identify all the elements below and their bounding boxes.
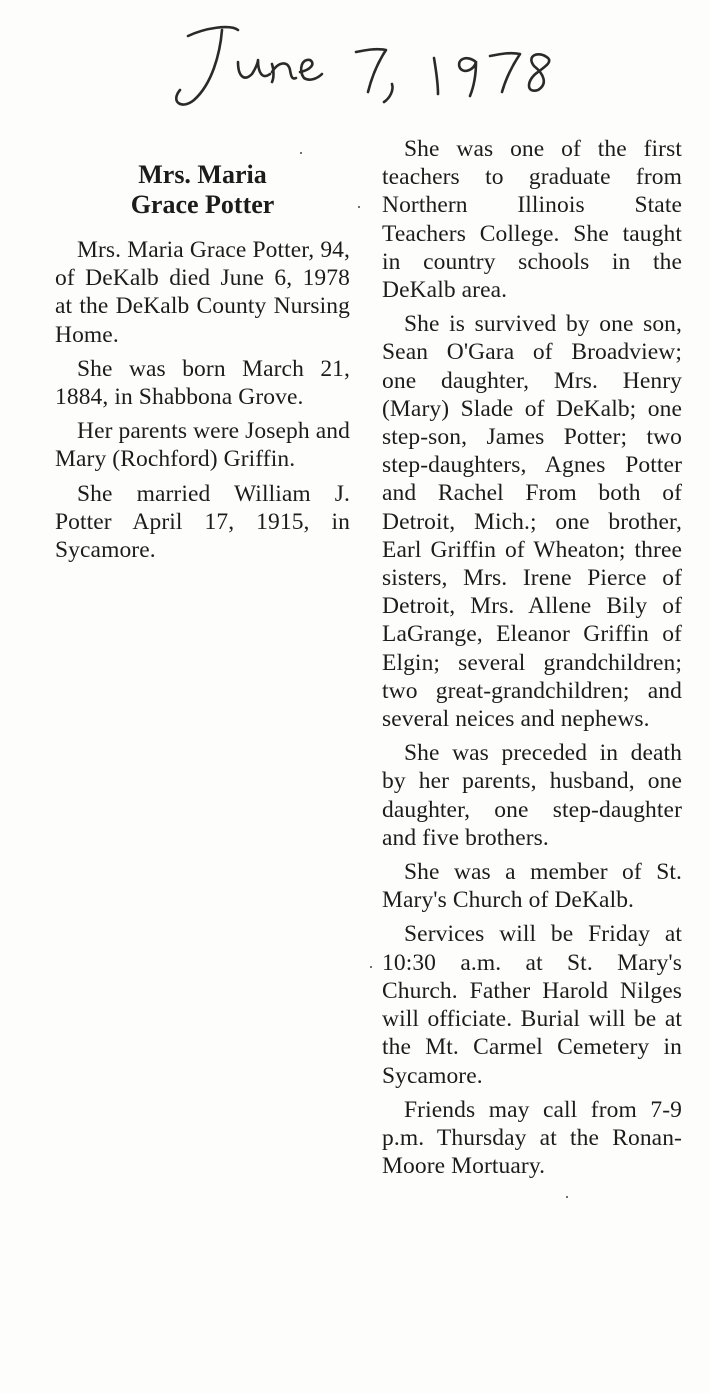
headline-line-1: Mrs. Maria xyxy=(138,160,267,189)
paragraph-church: She was a member of St. Mary's Church of DeKalb. xyxy=(382,859,682,914)
headline-line-2: Grace Potter xyxy=(130,190,275,219)
handwritten-date-script xyxy=(160,14,580,114)
print-speck xyxy=(370,966,372,968)
paragraph-marriage: She married William J. Potter April 17, 1915, in Sycamore. xyxy=(55,480,350,564)
paragraph-career: She was one of the first teachers to graduate from Northern Illinois State Teachers College. She taught in country schools in the DeKalb area. xyxy=(382,136,682,304)
print-speck xyxy=(358,206,360,208)
print-speck xyxy=(566,1196,568,1198)
paragraph-preceded: She was preceded in death by her parents, husband, one daughter, one step-daughter and five brothers. xyxy=(382,740,682,851)
paragraph-death-notice: Mrs. Maria Grace Potter, 94, of DeKalb died June 6, 1978 at the DeKalb County Nursing Home. xyxy=(55,237,350,348)
paragraph-parents: Her parents were Joseph and Mary (Rochford) Griffin. xyxy=(55,418,350,473)
paragraph-services: Services will be Friday at 10:30 a.m. at St. Mary's Church. Father Harold Nilges will officiate. Burial will be at the Mt. Carmel Cemetery in Sycamore. xyxy=(382,921,682,1089)
handwritten-date xyxy=(160,14,580,114)
paragraph-visitation: Friends may call from 7-9 p.m. Thursday at the Ronan-Moore Mortuary. xyxy=(382,1096,682,1180)
paragraph-survivors: She is survived by one son, Sean O'Gara of Broadview; one daughter, Mrs. Henry (Mary) Slade of DeKalb; one step-son, James Potter; two step-daughters, Agnes Potter and Rachel From both of Detroit, Mich.; one brother, Earl Griffin of Wheaton; three sisters, Mrs. Irene Pierce of Detroit, Mrs. Allene Bily of LaGrange, Eleanor Griffin of Elgin; several grandchildren; two great-grandchildren; and several neices and nephews. xyxy=(382,311,682,733)
obituary-headline xyxy=(55,160,350,220)
paragraph-birth: She was born March 21, 1884, in Shabbona Grove. xyxy=(55,355,350,411)
left-column xyxy=(55,236,350,570)
print-speck xyxy=(300,152,302,154)
right-column xyxy=(382,135,682,1186)
